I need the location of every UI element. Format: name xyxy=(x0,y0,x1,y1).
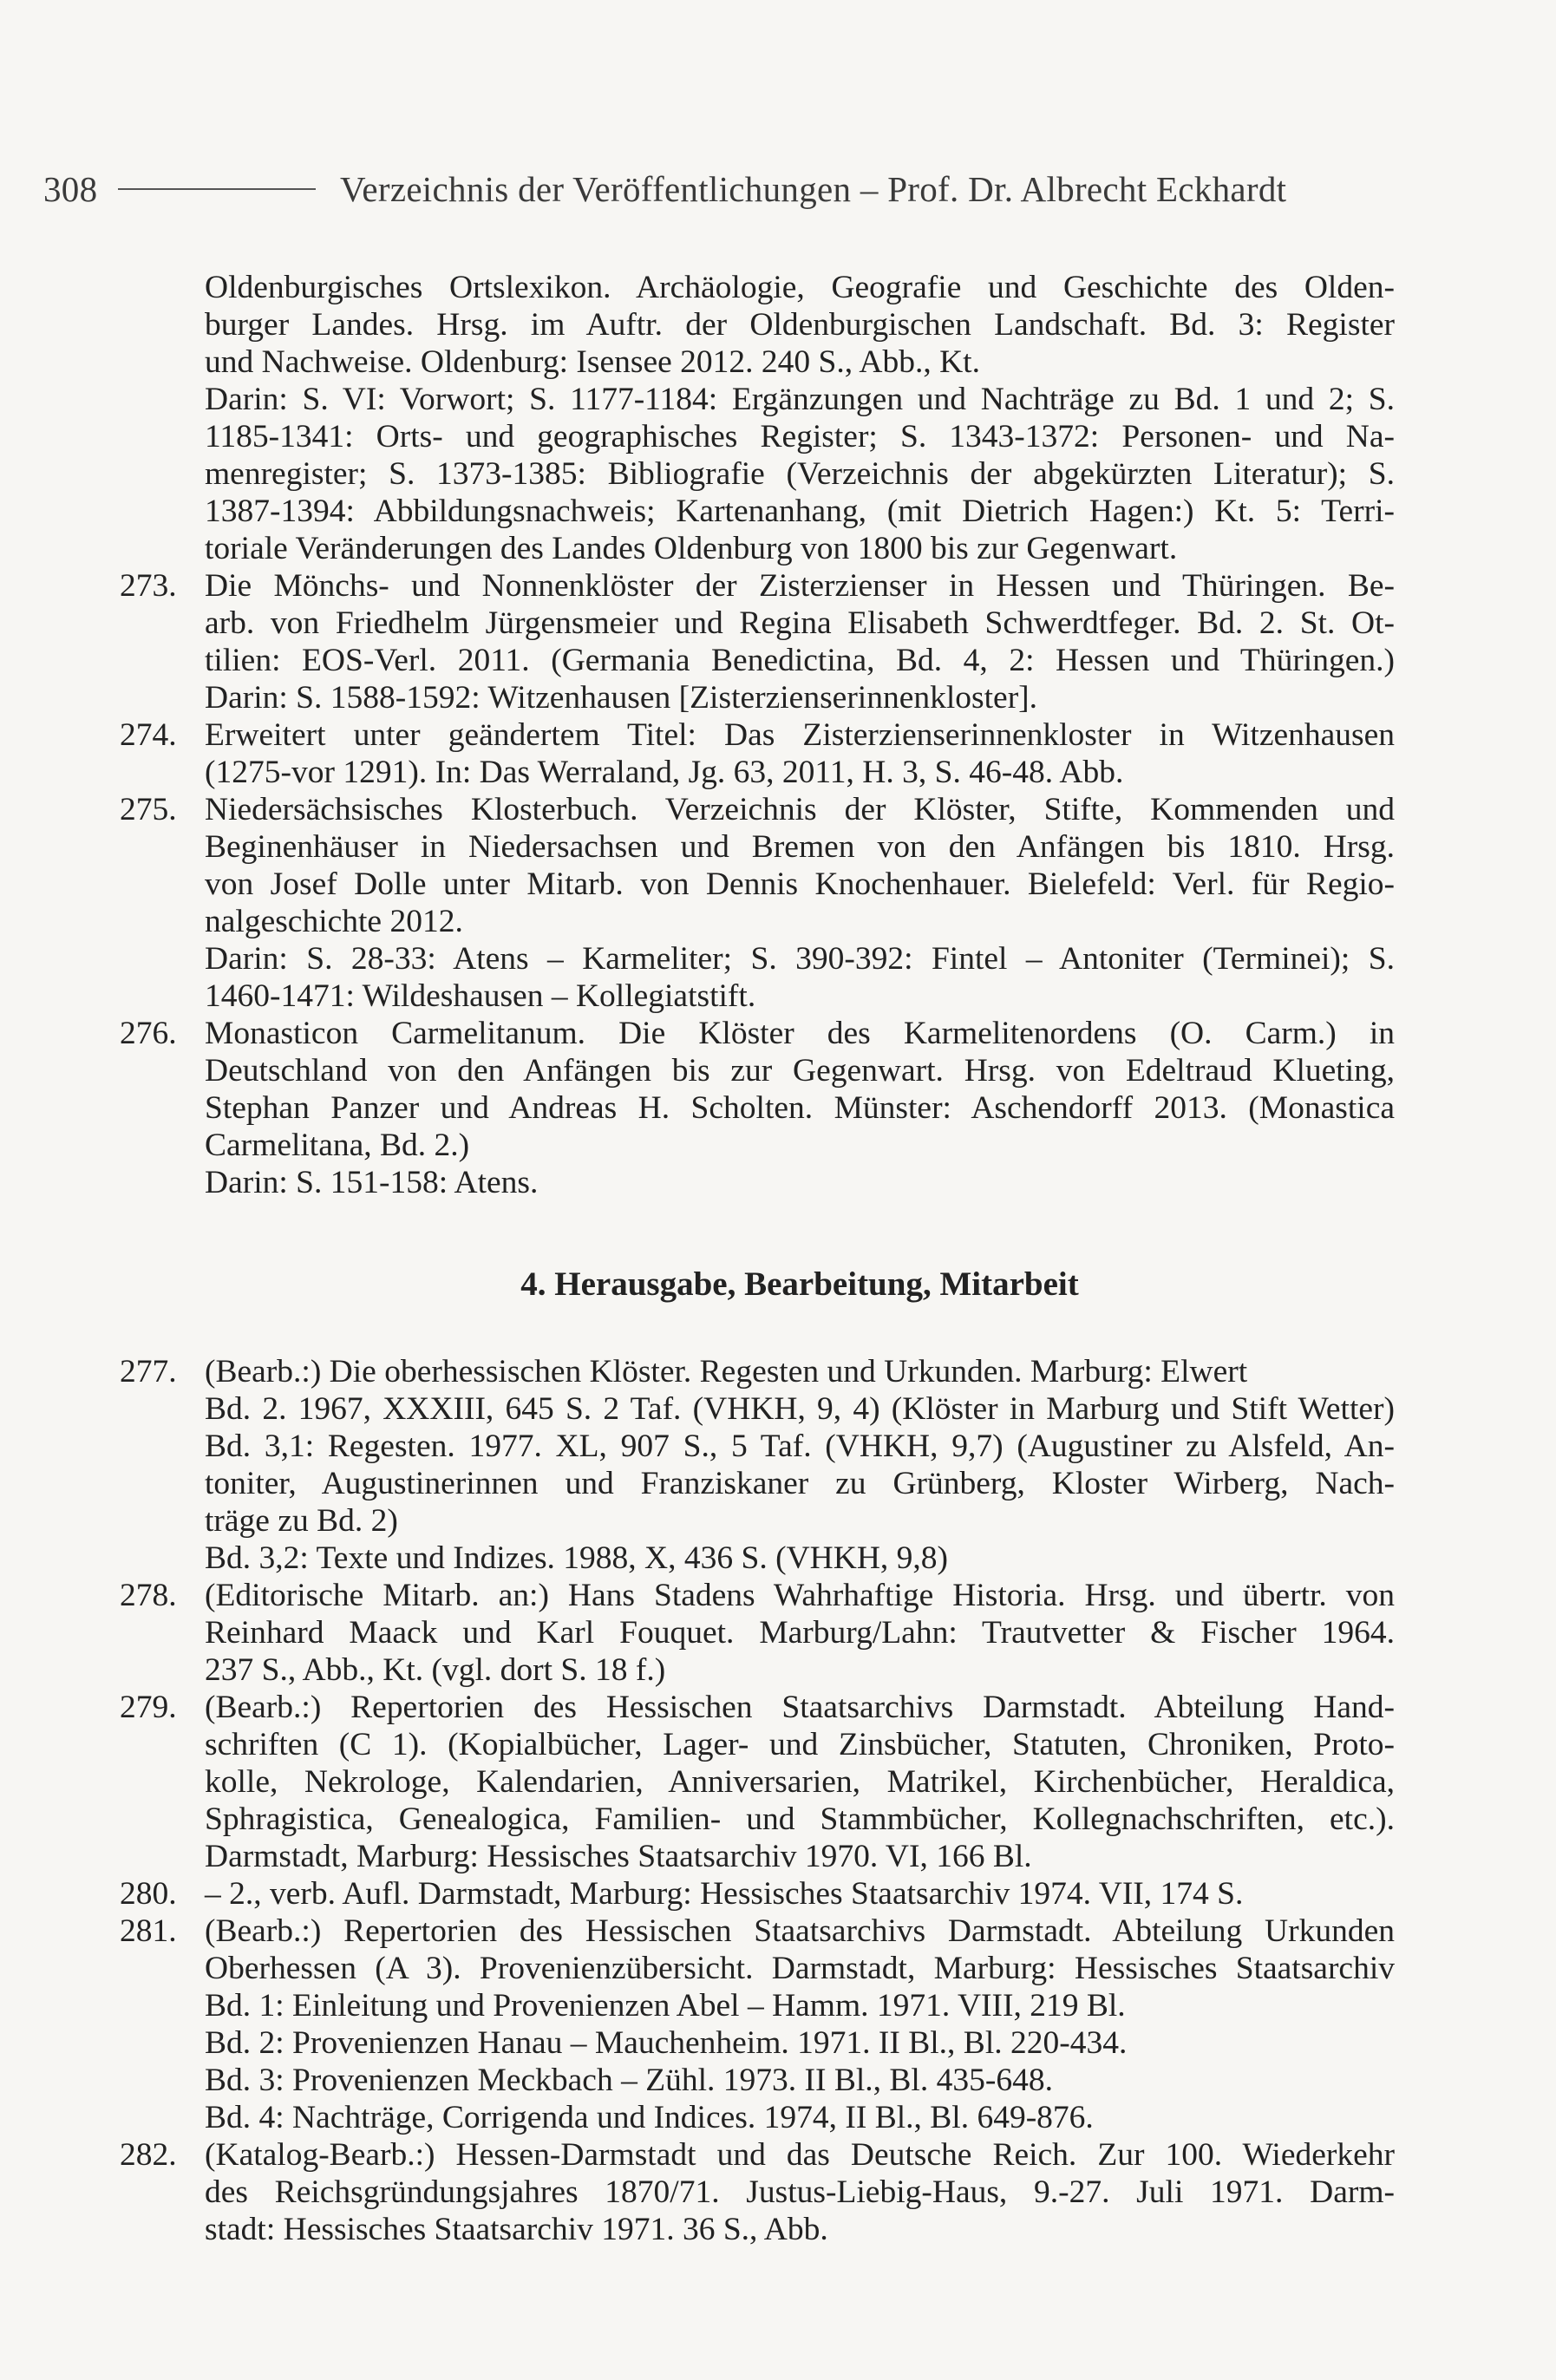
entry-text xyxy=(205,1577,1395,1689)
entry-line: 237 S., Abb., Kt. (vgl. dort S. 18 f.) xyxy=(205,1652,666,1688)
entry-list-a xyxy=(120,567,1395,1201)
entry-line: Beginenhäuser in Niedersachsen und Bremen von den Anfängen bis 1810. Hrsg. xyxy=(205,829,1395,865)
entry-line: Bd. 3,1: Regesten. 1977. XL, 907 S., 5 Taf. (VHKH, 9,7) (Augustiner zu Alsfeld, An- xyxy=(205,1429,1395,1464)
entry-line: Niedersächsisches Klosterbuch. Verzeichnis der Klöster, Stifte, Kommenden und xyxy=(205,792,1395,827)
entry-number: 274. xyxy=(120,717,177,753)
entry-line: stadt: Hessisches Staatsarchiv 1971. 36 S., Abb. xyxy=(205,2212,828,2247)
bibliography-entry xyxy=(120,716,1395,791)
entry-line: (Bearb.:) Die oberhessischen Klöster. Regesten und Urkunden. Marburg: Elwert xyxy=(205,1354,1248,1389)
entry-number: 279. xyxy=(120,1690,177,1725)
page-number: 308 xyxy=(43,169,98,209)
entry-text xyxy=(205,567,1395,716)
entry-text xyxy=(205,1353,1395,1577)
entry-line: Erweitert unter geändertem Titel: Das Zisterzienserinnenkloster in Witzenhausen xyxy=(205,717,1395,753)
bibliography-entry xyxy=(120,1912,1395,2136)
entry-text xyxy=(205,1912,1395,2136)
entry-line: Carmelitana, Bd. 2.) xyxy=(205,1128,470,1163)
entry-number: 281. xyxy=(120,1913,177,1949)
entry-number: 275. xyxy=(120,792,177,827)
entry-line: – 2., verb. Aufl. Darmstadt, Marburg: Hessisches Staatsarchiv 1974. VII, 174 S. xyxy=(205,1876,1244,1912)
entry-number: 280. xyxy=(120,1876,177,1912)
running-header xyxy=(43,163,1383,215)
bibliography-entry xyxy=(120,2136,1395,2248)
entry-line: Bd. 1: Einleitung und Provenienzen Abel – Hamm. 1971. VIII, 219 Bl. xyxy=(205,1988,1126,2024)
entry-text xyxy=(205,716,1395,791)
entry-line: menregister; S. 1373-1385: Bibliografie (Verzeichnis der abgekürzten Literatur); S. xyxy=(205,456,1395,492)
bibliography-body xyxy=(120,269,1395,2248)
bibliography-entry xyxy=(120,1353,1395,1577)
entry-line: nalgeschichte 2012. xyxy=(205,904,463,939)
header-rule xyxy=(118,188,316,190)
bibliography-entry xyxy=(120,791,1395,1015)
entry-line: Sphragistica, Genealogica, Familien- und Stammbücher, Kollegnachschriften, etc.). xyxy=(205,1801,1395,1837)
entry-line: des Reichsgründungsjahres 1870/71. Justus-Liebig-Haus, 9.-27. Juli 1971. Darm- xyxy=(205,2174,1395,2210)
entry-line: träge zu Bd. 2) xyxy=(205,1503,398,1539)
entry-line: Die Mönchs- und Nonnenklöster der Zisterzienser in Hessen und Thüringen. Be- xyxy=(205,568,1395,604)
entry-text xyxy=(205,2136,1395,2248)
bibliography-entry xyxy=(120,1015,1395,1201)
running-title: Verzeichnis der Veröffentlichungen – Prof. Dr. Albrecht Eckhardt xyxy=(340,169,1287,209)
entry-line: (Katalog-Bearb.:) Hessen-Darmstadt und das Deutsche Reich. Zur 100. Wiederkehr xyxy=(205,2137,1395,2173)
bibliography-entry xyxy=(120,1875,1395,1912)
entry-line: 1460-1471: Wildeshausen – Kollegiatstift. xyxy=(205,978,756,1014)
entry-line: Stephan Panzer und Andreas H. Scholten. Münster: Aschendorff 2013. (Monastica xyxy=(205,1090,1395,1126)
entry-line: Oberhessen (A 3). Provenienzübersicht. Darmstadt, Marburg: Hessisches Staatsarchiv xyxy=(205,1951,1395,1986)
continuation-entry xyxy=(120,269,1395,567)
entry-line: Darin: S. 151-158: Atens. xyxy=(205,1165,539,1200)
entry-line: Bd. 2: Provenienzen Hanau – Mauchenheim. 1971. II Bl., Bl. 220-434. xyxy=(205,2025,1128,2061)
bibliography-entry xyxy=(120,1577,1395,1689)
entry-line: 1387-1394: Abbildungsnachweis; Kartenanhang, (mit Dietrich Hagen:) Kt. 5: Terri- xyxy=(205,494,1395,529)
bibliography-entry xyxy=(120,1689,1395,1875)
entry-line: kolle, Nekrologe, Kalendarien, Anniversarien, Matrikel, Kirchenbücher, Heraldica, xyxy=(205,1764,1395,1800)
entry-line: Bd. 2. 1967, XXXIII, 645 S. 2 Taf. (VHKH, 9, 4) (Klöster in Marburg und Stift Wetter) xyxy=(205,1391,1395,1427)
entry-line: und Nachweise. Oldenburg: Isensee 2012. 240 S., Abb., Kt. xyxy=(205,344,980,380)
entry-number: 276. xyxy=(120,1016,177,1051)
entry-line: (1275-vor 1291). In: Das Werraland, Jg. 63, 2011, H. 3, S. 46-48. Abb. xyxy=(205,755,1124,790)
entry-text xyxy=(205,791,1395,1015)
entry-number: 277. xyxy=(120,1354,177,1389)
entry-text xyxy=(205,1689,1395,1875)
entry-text xyxy=(205,1875,1395,1912)
entry-line: Darin: S. 1588-1592: Witzenhausen [Zisterzienserinnenkloster]. xyxy=(205,680,1038,716)
entry-line: schriften (C 1). (Kopialbücher, Lager- und Zinsbücher, Statuten, Chroniken, Proto- xyxy=(205,1727,1395,1762)
entry-line: toniter, Augustinerinnen und Franziskaner zu Grünberg, Kloster Wirberg, Nach- xyxy=(205,1466,1395,1501)
entry-text xyxy=(205,269,1395,567)
entry-line: burger Landes. Hrsg. im Auftr. der Oldenburgischen Landschaft. Bd. 3: Register xyxy=(205,307,1395,343)
entry-line: Bd. 4: Nachträge, Corrigenda und Indices. 1974, II Bl., Bl. 649-876. xyxy=(205,2100,1094,2135)
entry-line: Monasticon Carmelitanum. Die Klöster des Karmelitenordens (O. Carm.) in xyxy=(205,1016,1395,1051)
bibliography-entry xyxy=(120,567,1395,716)
entry-line: von Josef Dolle unter Mitarb. von Dennis Knochenhauer. Bielefeld: Verl. für Regio- xyxy=(205,866,1395,902)
entry-line: (Bearb.:) Repertorien des Hessischen Staatsarchivs Darmstadt. Abteilung Hand- xyxy=(205,1690,1395,1725)
entry-line: Reinhard Maack und Karl Fouquet. Marburg/Lahn: Trautvetter & Fischer 1964. xyxy=(205,1615,1395,1651)
entry-line: Darin: S. 28-33: Atens – Karmeliter; S. 390-392: Fintel – Antoniter (Terminei); S. xyxy=(205,941,1395,977)
section-heading: 4. Herausgabe, Bearbeitung, Mitarbeit xyxy=(520,1265,1079,1303)
entry-line: tilien: EOS-Verl. 2011. (Germania Benedictina, Bd. 4, 2: Hessen und Thüringen.) xyxy=(205,643,1395,678)
entry-line: (Editorische Mitarb. an:) Hans Stadens Wahrhaftige Historia. Hrsg. und übertr. von xyxy=(205,1578,1395,1613)
entry-text xyxy=(205,1015,1395,1201)
entry-line: Darin: S. VI: Vorwort; S. 1177-1184: Ergänzungen und Nachträge zu Bd. 1 und 2; S. xyxy=(205,382,1395,417)
entry-line: toriale Veränderungen des Landes Oldenburg von 1800 bis zur Gegenwart. xyxy=(205,531,1178,566)
entry-line: Bd. 3,2: Texte und Indizes. 1988, X, 436 S. (VHKH, 9,8) xyxy=(205,1540,949,1576)
entry-list-b xyxy=(120,1353,1395,2248)
entry-line: Deutschland von den Anfängen bis zur Gegenwart. Hrsg. von Edeltraud Klueting, xyxy=(205,1053,1395,1089)
entry-line: (Bearb.:) Repertorien des Hessischen Staatsarchivs Darmstadt. Abteilung Urkunden xyxy=(205,1913,1395,1949)
entry-line: Bd. 3: Provenienzen Meckbach – Zühl. 1973. II Bl., Bl. 435-648. xyxy=(205,2063,1053,2098)
entry-line: Darmstadt, Marburg: Hessisches Staatsarchiv 1970. VI, 166 Bl. xyxy=(205,1839,1032,1874)
entry-line: 1185-1341: Orts- und geographisches Register; S. 1343-1372: Personen- und Na- xyxy=(205,419,1395,454)
entry-line: Oldenburgisches Ortslexikon. Archäologie, Geografie und Geschichte des Olden- xyxy=(205,270,1395,305)
entry-number: 278. xyxy=(120,1578,177,1613)
entry-line: arb. von Friedhelm Jürgensmeier und Regina Elisabeth Schwerdtfeger. Bd. 2. St. Ot- xyxy=(205,605,1395,641)
entry-number: 273. xyxy=(120,568,177,604)
entry-number: 282. xyxy=(120,2137,177,2173)
